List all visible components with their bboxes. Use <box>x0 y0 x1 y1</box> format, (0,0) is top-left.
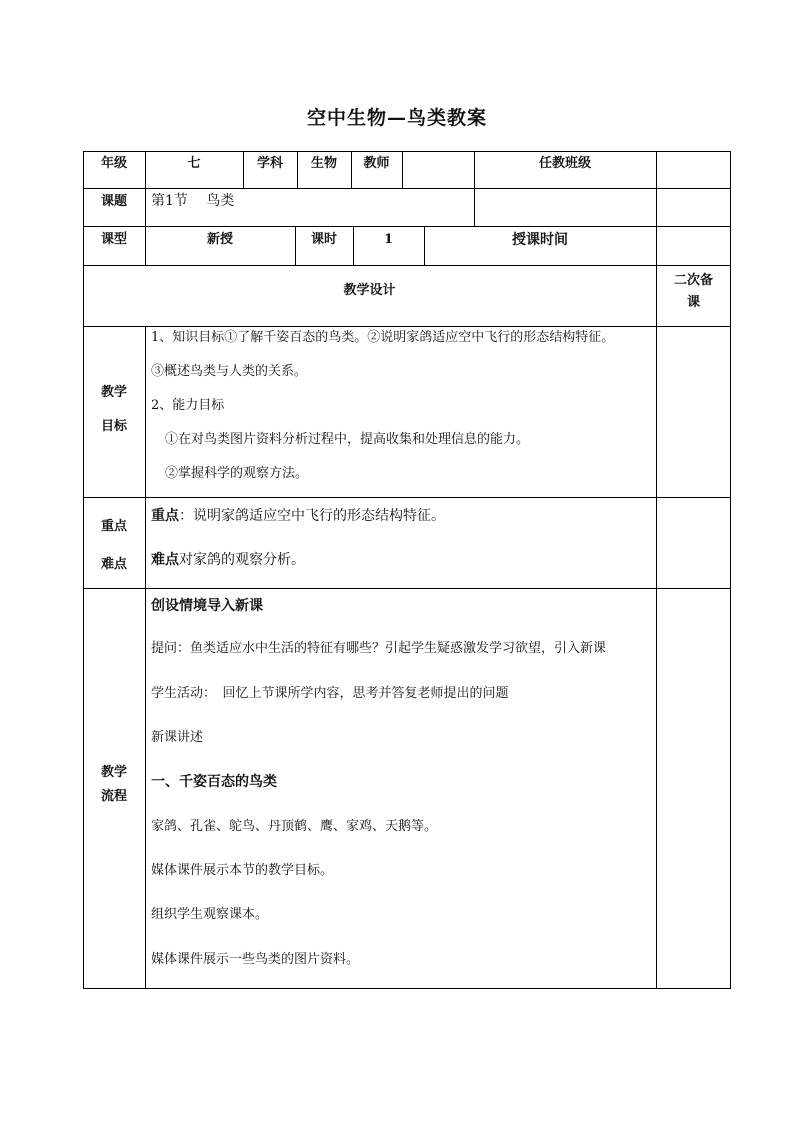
difficult-point-line <box>151 551 305 569</box>
objectives-label-line2: 目标 <box>100 419 127 434</box>
key-prefix: 重点 <box>151 508 179 524</box>
prep-label-line2: 课 <box>686 295 700 310</box>
topic-value: 第1节 鸟类 <box>151 193 235 209</box>
col-divider <box>656 326 657 989</box>
row-divider <box>83 226 731 227</box>
difficult-prefix: 难点 <box>151 552 179 568</box>
process-line: 组织学生观察课本。 <box>151 907 269 922</box>
prep-label <box>656 270 731 314</box>
process-line: 媒体课件展示本节的教学目标。 <box>151 863 334 878</box>
process-heading: 一、千姿百态的鸟类 <box>151 774 277 790</box>
prep-label-line1: 二次备 <box>673 273 713 288</box>
key-points-label-line2: 难点 <box>100 557 127 572</box>
grade-label: 年级 <box>100 156 127 171</box>
key-points-label <box>83 508 145 584</box>
objective-line: 1、知识目标①了解千姿百态的鸟类。②说明家鸽适应空中飞行的形态结构特征。 <box>151 330 615 345</box>
subject-label: 学科 <box>256 156 283 171</box>
col-divider <box>656 151 657 226</box>
type-label: 课型 <box>100 232 127 247</box>
class-label: 任教班级 <box>538 156 591 171</box>
col-divider <box>145 326 146 989</box>
subject-value: 生物 <box>310 156 337 171</box>
objective-line: ①在对鸟类图片资料分析过程中，提高收集和处理信息的能力。 <box>165 432 530 447</box>
time-label: 授课时间 <box>512 232 568 248</box>
row-divider <box>83 265 731 266</box>
key-point-line <box>151 507 445 525</box>
row-divider <box>83 588 731 589</box>
objective-line: 2、能力目标 <box>151 398 225 413</box>
process-line: 媒体课件展示一些鸟类的图片资料。 <box>151 952 360 967</box>
teacher-label: 教师 <box>363 156 390 171</box>
process-label-line2: 流程 <box>100 789 127 804</box>
objective-line: ②掌握科学的观察方法。 <box>165 466 309 481</box>
row-divider <box>83 188 731 189</box>
col-divider <box>402 151 403 188</box>
type-value: 新授 <box>206 232 233 247</box>
row-divider <box>83 326 731 327</box>
hours-value: 1 <box>383 232 394 247</box>
process-label <box>83 761 145 809</box>
key-text: ：说明家鸽适应空中飞行的形态结构特征。 <box>179 508 445 524</box>
process-line: 家鸽、孔雀、鸵鸟、丹顶鹤、鹰、家鸡、天鹅等。 <box>151 819 438 834</box>
document-title: 空中生物—鸟类教案 <box>306 107 487 129</box>
process-line: 学生活动： 回忆上节课所学内容，思考并答复老师提出的问题 <box>151 686 509 701</box>
process-line: 提问：鱼类适应水中生活的特征有哪些？引起学生疑惑激发学习欲望，引入新课 <box>151 641 607 656</box>
grade-value: 七 <box>187 156 201 171</box>
objectives-label <box>83 376 145 444</box>
key-points-label-line1: 重点 <box>100 519 127 534</box>
objectives-label-line1: 教学 <box>100 385 127 400</box>
process-label-line1: 教学 <box>100 765 127 780</box>
process-heading: 创设情境导入新课 <box>151 598 263 614</box>
row-divider <box>83 497 731 498</box>
difficult-text: 对家鸽的观察分析。 <box>179 552 305 568</box>
topic-label: 课题 <box>100 194 127 209</box>
process-line: 新课讲述 <box>151 730 204 745</box>
col-divider <box>656 226 657 265</box>
objective-line: ③概述鸟类与人类的关系。 <box>151 364 308 379</box>
hours-label: 课时 <box>310 232 337 247</box>
design-label: 教学设计 <box>343 283 396 298</box>
